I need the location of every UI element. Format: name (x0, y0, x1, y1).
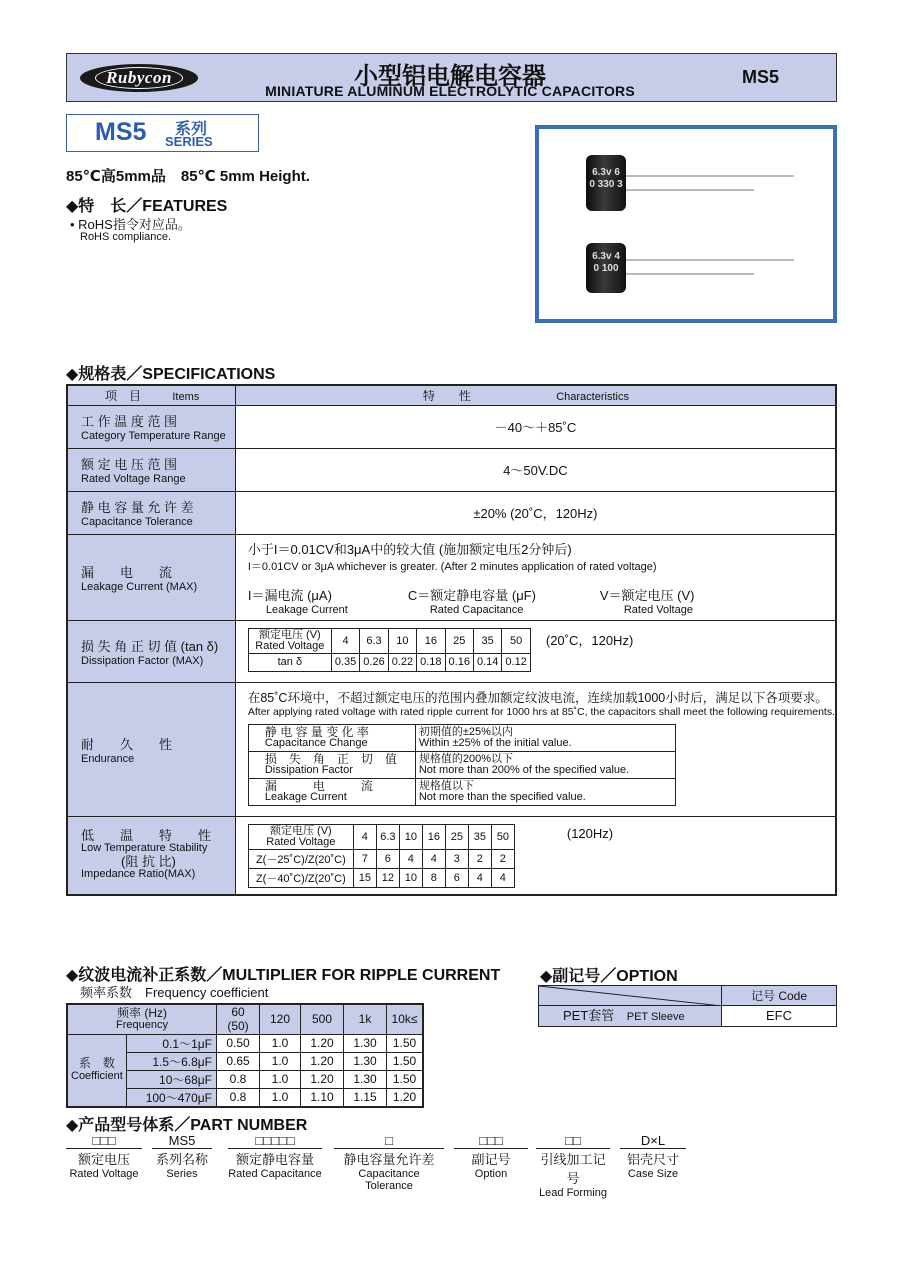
height-note: 85℃高5mm品 85℃ 5mm Height. (66, 168, 310, 185)
df-value: 0.16 (445, 653, 473, 671)
ripple-freq: 10k≤ (387, 1004, 424, 1034)
spec-value-voltage: 4～50V.DC (235, 448, 836, 491)
endurance-key-cn: 静 电 容 量 变 化 率 (264, 724, 369, 739)
endurance-value-en: Not more than the specified value. (418, 790, 586, 803)
ripple-value: 1.30 (344, 1052, 387, 1070)
spec-row-low-temperature (67, 816, 836, 895)
df-value: 0.12 (502, 653, 530, 671)
lt-value: 2 (468, 849, 491, 868)
spec-label-leakage (67, 534, 235, 620)
option-row-label (539, 1006, 722, 1026)
endurance-value-en: Within ±25% of the initial value. (418, 736, 572, 749)
endurance-row (248, 778, 675, 805)
leakage-formula-en: I＝0.01CV or 3μA whichever is greater. (After 2 minutes application of rated voltage) (247, 560, 657, 573)
part-label-cn: 静电容量允许差 (343, 1152, 435, 1167)
ripple-value: 1.50 (387, 1034, 424, 1052)
part-number-heading: ◆产品型号体系／PART NUMBER (66, 1117, 308, 1134)
lt-volt: 16 (422, 824, 445, 849)
lt-value: 15 (353, 868, 376, 887)
spec-value-low-temperature (235, 816, 836, 895)
spec-label-endurance (67, 682, 235, 816)
leakage-formula-cn: 小于I＝0.01CV和3μA中的较大值 (施加额定电压2分钟后) (247, 541, 572, 557)
leakage-v-cn: V＝额定电压 (V) (599, 587, 695, 603)
spec-label-tolerance-cn: 静 电 容 量 允 许 差 (81, 500, 194, 515)
endurance-text-cn: 在85˚C环境中，不超过额定电压的范围内叠加额定纹波电流，连续加载1000小时后，满足以下各项要求。 (247, 690, 828, 705)
part-item (334, 1133, 444, 1192)
part-code: □□□ (454, 1133, 528, 1149)
spec-label-voltage (67, 448, 235, 491)
spec-label-lt-en2: Impedance Ratio(MAX) (81, 868, 196, 881)
leakage-v-en: Rated Voltage (623, 603, 693, 616)
df-value: 0.22 (388, 653, 416, 671)
lt-value: 12 (376, 868, 399, 887)
df-volt: 4 (331, 628, 359, 653)
ripple-range: 0.1～1μF (126, 1034, 216, 1052)
ripple-freq-head (67, 1004, 217, 1034)
lt-volt: 4 (353, 824, 376, 849)
part-label-cn: 系列名称 (155, 1152, 208, 1167)
option-row-code: EFC (766, 1008, 792, 1023)
part-label-en: Series (166, 1168, 198, 1180)
lt-row-label: Z(－25˚C)/Z(20˚C) (248, 849, 353, 868)
leakage-c-en: Rated Capacitance (429, 603, 524, 616)
df-value: 0.26 (360, 653, 388, 671)
part-label-cn: 副记号 (471, 1152, 511, 1167)
ripple-freq: 120 (260, 1004, 301, 1034)
ripple-coef-en: Coefficient (71, 1070, 123, 1082)
part-item (228, 1133, 322, 1180)
feature-item-cn: • RoHS指令对应品。 (70, 217, 191, 232)
spec-row-endurance (67, 682, 836, 816)
spec-value-dissipation (235, 620, 836, 682)
spec-label-temperature-cn: 工 作 温 度 范 围 (81, 414, 178, 429)
lt-value: 2 (491, 849, 514, 868)
spec-header-items-cn: 项 目 (105, 388, 142, 403)
spec-header-row (67, 385, 836, 405)
capacitor-100-line1: 6.3v 4 (592, 251, 620, 262)
spec-row-tolerance (67, 491, 836, 534)
lt-value: 8 (422, 868, 445, 887)
spec-label-endurance-cn: 耐 久 性 (81, 736, 173, 752)
lt-row-label: Z(－40˚C)/Z(20˚C) (248, 868, 353, 887)
lt-value: 7 (353, 849, 376, 868)
specifications-table (66, 384, 837, 896)
ripple-table (66, 1003, 424, 1108)
ripple-freq: 1k (344, 1004, 387, 1034)
spec-label-dissipation (67, 620, 235, 682)
lt-head (248, 824, 353, 849)
ripple-value: 0.50 (217, 1034, 260, 1052)
lt-volt: 50 (491, 824, 514, 849)
df-volt: 16 (417, 628, 445, 653)
series-label-en: SERIES (165, 134, 213, 149)
part-label-en: Rated Capacitance (228, 1168, 322, 1180)
spec-label-temperature-en: Category Temperature Range (81, 430, 226, 442)
ripple-value: 1.20 (301, 1034, 344, 1052)
endurance-value-cn: 规格值以下 (418, 779, 474, 792)
capacitor-100-line2: 0 100 (593, 263, 619, 274)
df-volt: 6.3 (360, 628, 388, 653)
df-value: 0.35 (331, 653, 359, 671)
ripple-coef-head (67, 1034, 126, 1107)
capacitor-100 (586, 243, 626, 293)
endurance-text-en: After applying rated voltage with rated ripple current for 1000 hrs at 85˚C, the capacitors shall meet the following requirements. (247, 705, 835, 718)
option-diagonal-line (539, 986, 722, 1006)
ripple-freq-en: Frequency (116, 1019, 168, 1032)
lt-value: 4 (491, 868, 514, 887)
capacitor-330-line1: 6.3v 6 (592, 167, 620, 178)
capacitor-330-lead-short (626, 189, 754, 191)
option-row-en: PET Sleeve (626, 1011, 685, 1023)
lt-volt: 10 (399, 824, 422, 849)
ripple-value: 1.0 (260, 1070, 301, 1088)
ripple-value: 0.8 (217, 1088, 260, 1107)
df-head-en: Rated Voltage (255, 639, 325, 652)
endurance-key-en: Capacitance Change (264, 736, 368, 749)
dissipation-table (248, 628, 531, 672)
spec-label-leakage-cn: 漏 电 流 (81, 564, 173, 580)
df-head-cn: 额定电压 (V) (258, 628, 321, 641)
ripple-value: 0.8 (217, 1070, 260, 1088)
part-label-en: Option (474, 1168, 508, 1180)
part-code: □ (334, 1133, 444, 1149)
df-volt: 35 (473, 628, 501, 653)
capacitor-330 (586, 155, 626, 211)
part-label-en: Rated Voltage (69, 1168, 139, 1180)
leakage-c-cn: C＝额定静电容量 (μF) (407, 587, 536, 603)
df-volt: 25 (445, 628, 473, 653)
df-volt: 50 (502, 628, 530, 653)
df-tan-label: tan δ (248, 653, 331, 671)
part-code: D×L (620, 1133, 686, 1149)
ripple-range: 1.5～6.8μF (126, 1052, 216, 1070)
part-label-cn: 额定静电容量 (235, 1152, 314, 1167)
spec-row-leakage (67, 534, 836, 620)
endurance-table (248, 724, 676, 806)
part-code: MS5 (152, 1133, 212, 1149)
ripple-value: 1.15 (344, 1088, 387, 1107)
part-item (454, 1133, 528, 1180)
capacitor-330-lead-long (626, 175, 794, 177)
endurance-key-cn: 漏 电 流 (264, 778, 373, 793)
ripple-range: 10～68μF (126, 1070, 216, 1088)
lt-value: 4 (422, 849, 445, 868)
part-label-cn: 铝壳尺寸 (626, 1152, 679, 1167)
endurance-row (248, 751, 675, 778)
lt-head-en: Rated Voltage (266, 835, 336, 848)
part-code: □□□ (66, 1133, 142, 1149)
df-volt: 10 (388, 628, 416, 653)
lt-value: 4 (399, 849, 422, 868)
spec-label-lt-en: Low Temperature Stability (81, 842, 208, 855)
ripple-value: 1.20 (387, 1088, 424, 1107)
endurance-key-cn: 损 失 角 正 切 值 (264, 751, 397, 766)
ripple-value: 1.0 (260, 1034, 301, 1052)
spec-label-voltage-cn: 额 定 电 压 范 围 (81, 457, 178, 472)
spec-header-items-en: Items (172, 390, 200, 403)
ripple-freq: 60 (50) (217, 1004, 260, 1034)
part-label-en: Lead Forming (539, 1187, 607, 1199)
spec-value-tolerance: ±20% (20˚C，120Hz) (235, 491, 836, 534)
brand-logo: Rubycon (80, 64, 198, 92)
ripple-value: 1.20 (301, 1070, 344, 1088)
leakage-i-cn: I＝漏电流 (μA) (247, 587, 332, 603)
option-row-cn: PET套管 (563, 1008, 615, 1023)
series-label-cn: 系列 (175, 121, 208, 138)
part-code: □□ (536, 1133, 610, 1149)
ripple-value: 1.0 (260, 1052, 301, 1070)
spec-row-temperature (67, 405, 836, 448)
part-item (536, 1133, 610, 1199)
part-label-cn: 引线加工记号 (540, 1152, 606, 1186)
spec-header-char-en: Characteristics (556, 390, 629, 403)
title-english: MINIATURE ALUMINUM ELECTROLYTIC CAPACITORS (265, 83, 635, 99)
endurance-value-cn: 初期值的±25%以内 (418, 725, 513, 738)
endurance-row (248, 724, 675, 751)
spec-label-leakage-en: Leakage Current (MAX) (81, 580, 198, 593)
lt-value: 6 (376, 849, 399, 868)
spec-row-dissipation (67, 620, 836, 682)
lt-value: 4 (468, 868, 491, 887)
part-label-cn: 额定电压 (77, 1152, 130, 1167)
spec-label-dissipation-cn: 损 失 角 正 切 值 (tan δ) (81, 638, 219, 654)
ripple-value: 1.20 (301, 1052, 344, 1070)
capacitor-330-line2: 0 330 3 (589, 179, 623, 190)
spec-header-items (67, 385, 235, 405)
ripple-value: 1.50 (387, 1052, 424, 1070)
ripple-subheading: 频率系数 Frequency coefficient (80, 985, 269, 1000)
endurance-key-en: Dissipation Factor (264, 763, 353, 776)
option-diagonal-cell (539, 986, 722, 1006)
lt-volt: 25 (445, 824, 468, 849)
endurance-value-cn: 规格值的200%以下 (418, 752, 513, 765)
spec-row-voltage (67, 448, 836, 491)
ripple-value: 1.10 (301, 1088, 344, 1107)
series-code: MS5 (95, 118, 147, 146)
spec-header-char (235, 385, 836, 405)
part-item (66, 1133, 142, 1180)
features-heading: ◆特 长／FEATURES (66, 198, 228, 215)
option-code-head: 记号 Code (722, 986, 836, 1006)
spec-label-tolerance (67, 491, 235, 534)
endurance-value-en: Not more than 200% of the specified value. (418, 763, 630, 776)
spec-label-endurance-en: Endurance (81, 752, 135, 765)
df-head (248, 628, 331, 653)
part-item (620, 1133, 686, 1180)
lt-volt: 35 (468, 824, 491, 849)
option-table (538, 985, 837, 1027)
spec-label-lt-cn: 低 温 特 性 (81, 828, 212, 844)
low-temperature-table (248, 824, 515, 888)
lt-value: 10 (399, 868, 422, 887)
ripple-value: 0.65 (217, 1052, 260, 1070)
ripple-heading: ◆纹波电流补正系数／MULTIPLIER FOR RIPPLE CURRENT (66, 967, 501, 984)
df-value: 0.14 (473, 653, 501, 671)
spec-label-tolerance-en: Capacitance Tolerance (81, 516, 193, 528)
spec-label-temperature (67, 405, 235, 448)
part-code: □□□□□ (228, 1133, 322, 1149)
part-item (152, 1133, 212, 1180)
part-label-en: Capacitance Tolerance (358, 1168, 420, 1192)
option-heading: ◆副记号／OPTION (540, 968, 678, 985)
lt-value: 3 (445, 849, 468, 868)
endurance-key-en: Leakage Current (264, 790, 347, 803)
spec-header-char-cn: 特 性 (422, 388, 471, 403)
lt-head-cn: 额定电压 (V) (269, 824, 332, 837)
ripple-coef-cn: 系 数 (78, 1056, 115, 1070)
spec-label-dissipation-en: Dissipation Factor (MAX) (81, 654, 204, 667)
spec-label-low-temperature (67, 816, 235, 895)
part-label-en: Case Size (627, 1168, 679, 1180)
spec-value-endurance (235, 682, 836, 816)
lt-value: 6 (445, 868, 468, 887)
df-value: 0.18 (417, 653, 445, 671)
ripple-freq: 500 (301, 1004, 344, 1034)
ripple-value: 1.30 (344, 1034, 387, 1052)
feature-item-en: RoHS compliance. (80, 231, 172, 243)
ripple-value: 1.50 (387, 1070, 424, 1088)
capacitor-100-lead-long (626, 259, 794, 261)
ripple-value: 1.30 (344, 1070, 387, 1088)
product-photo (535, 125, 837, 323)
capacitor-100-lead-short (626, 273, 754, 275)
df-note: (20˚C，120Hz) (545, 632, 634, 648)
spec-value-leakage (235, 534, 836, 620)
ripple-value: 1.0 (260, 1088, 301, 1107)
title-chinese: 小型铝电解电容器 (354, 63, 546, 90)
specifications-heading: ◆规格表／SPECIFICATIONS (66, 366, 276, 383)
lt-volt: 6.3 (376, 824, 399, 849)
spec-label-voltage-en: Rated Voltage Range (81, 473, 186, 485)
spec-value-temperature: －40～＋85˚C (235, 405, 836, 448)
ripple-freq-cn: 频率 (Hz) (117, 1006, 167, 1021)
header-series-code: MS5 (742, 67, 780, 87)
ripple-range: 100～470μF (126, 1088, 216, 1107)
spec-label-lt-cn2: (阻 抗 比) (121, 854, 176, 870)
leakage-i-en: Leakage Current (265, 603, 348, 616)
ripple-row (67, 1034, 423, 1052)
lt-note: (120Hz) (566, 825, 614, 841)
